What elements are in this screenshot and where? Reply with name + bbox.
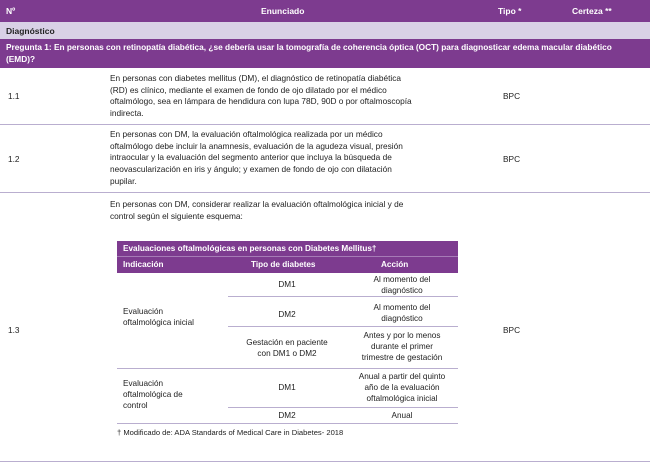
row-type: BPC — [503, 91, 521, 101]
statement-line: oftalmólogo, sea en lámpara de hendidura con lupa 78D, 90D o por oftalmoscopía — [110, 96, 412, 107]
inner-rule — [228, 326, 458, 327]
r2-tipo: DM2 — [278, 310, 296, 319]
accion-line: trimestre de gestación — [361, 353, 443, 362]
row-statement — [110, 199, 462, 222]
row-statement — [110, 73, 462, 120]
statement-line: (RD) es clínico, mediante el examen de fondo de ojo dilatado por el médico — [110, 84, 387, 95]
inner-col-indicacion: Indicación — [123, 260, 164, 269]
accion-line: Anual — [391, 411, 413, 420]
col-enunciado: Enunciado — [261, 6, 305, 16]
col-no: Nº — [6, 6, 16, 16]
statement-line: oftalmólogo debe incluir la anamnesis, evaluación de la agudeza visual, presión — [110, 140, 403, 151]
group-control — [123, 378, 183, 411]
question-text: Pregunta 1: En personas con retinopatía diabética, ¿se debería usar la tomografía de coherencia óptica (OCT) para diagnosticar edema macular diabético (EMD)? — [6, 42, 612, 64]
section-row — [0, 22, 650, 39]
inner-col-accion: Acción — [381, 260, 409, 269]
inner-rule — [228, 296, 458, 297]
table-row — [0, 68, 650, 125]
row-type: BPC — [503, 325, 521, 335]
group-line: control — [123, 401, 148, 410]
accion-line: diagnóstico — [381, 314, 423, 323]
group-line: oftalmológica de — [123, 390, 183, 399]
accion-line: Al momento del — [373, 275, 431, 284]
accion-line: oftalmológica inicial — [366, 394, 438, 403]
statement-line: control según el siguiente esquema: — [110, 210, 243, 221]
statement-line: En personas con DM, la evaluación oftalmológica realizada por un médico — [110, 129, 383, 139]
r2-accion — [346, 302, 458, 324]
tipo-line: con DM1 o DM2 — [257, 349, 317, 358]
section-title: Diagnóstico — [6, 26, 55, 36]
accion-line: Antes y por lo menos — [363, 331, 441, 340]
question-row — [0, 39, 650, 68]
inner-rule — [117, 368, 458, 369]
table-row — [0, 125, 650, 193]
inner-rule — [228, 407, 458, 408]
r4-tipo: DM1 — [278, 383, 296, 392]
col-certeza: Certeza ** — [572, 6, 612, 16]
r5-tipo: DM2 — [278, 411, 296, 420]
accion-line: año de la evaluación — [364, 383, 440, 392]
r1-tipo: DM1 — [278, 280, 296, 289]
row-type: BPC — [503, 154, 521, 164]
accion-line: diagnóstico — [381, 286, 423, 295]
r3-accion — [346, 330, 458, 363]
row-number: 1.1 — [8, 91, 20, 101]
inner-title-text: Evaluaciones oftalmológicas en personas con Diabetes Mellitus† — [123, 244, 377, 253]
inner-rule — [117, 423, 458, 424]
group-inicial — [123, 306, 194, 328]
col-tipo: Tipo * — [498, 6, 522, 16]
inner-col-tipo: Tipo de diabetes — [251, 260, 316, 269]
r4-accion — [346, 371, 458, 404]
group-line: Evaluación — [123, 307, 164, 316]
statement-line: neovascularización en iris y ángulo; y examen de fondo de ojo con dilatación — [110, 164, 392, 175]
accion-line: Al momento del — [373, 303, 431, 312]
r1-accion — [346, 274, 458, 296]
r5-accion — [346, 410, 458, 421]
accion-line: Anual a partir del quinto — [358, 372, 446, 381]
table-row — [0, 193, 650, 462]
table-header — [0, 0, 650, 22]
inner-table-header — [117, 256, 458, 273]
inner-table-title — [117, 241, 458, 256]
statement-line: En personas con DM, considerar realizar la evaluación oftalmológica inicial y de — [110, 199, 404, 209]
statement-line: indirecta. — [110, 108, 144, 119]
accion-line: durante el primer — [371, 342, 433, 351]
row-number: 1.2 — [8, 154, 20, 164]
statement-line: intraocular y la evaluación del segmento anterior que incluya la búsqueda de — [110, 152, 392, 163]
row-statement — [110, 129, 462, 188]
statement-line: En personas con diabetes mellitus (DM), el diagnóstico de retinopatía diabética — [110, 73, 402, 83]
statement-line: pupilar. — [110, 175, 137, 186]
footnote: † Modificado de: ADA Standards of Medical Care in Diabetes- 2018 — [117, 428, 344, 437]
group-line: oftalmológica inicial — [123, 318, 194, 327]
row-number: 1.3 — [8, 325, 20, 335]
group-line: Evaluación — [123, 379, 164, 388]
r3-tipo — [228, 337, 346, 359]
tipo-line: Gestación en paciente — [246, 338, 328, 347]
